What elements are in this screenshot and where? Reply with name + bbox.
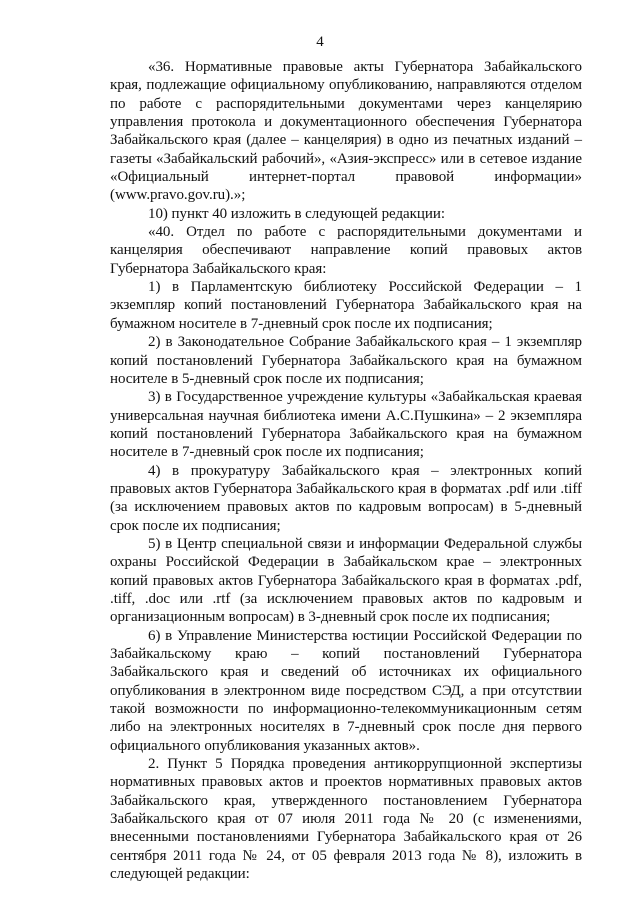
document-body (110, 58, 582, 883)
paragraph-item-36: «36. Нормативные правовые акты Губернатора Забайкальского края, подлежащие официальному опубликованию, направляются отделом по работе с распорядительными документами через канцелярию управления протокола и документационного обеспечения Губернатора Забайкальского края (далее – канцелярия) в одно из печатных изданий – газеты «Забайкальский рабочий», «Азия-экспресс» или в сетевое издание «Официальный интернет-портал правовой информации» (www.pravo.gov.ru).»; (110, 59, 582, 204)
page-number: 4 (316, 34, 324, 50)
list-item-regional-library: 3) в Государственное учреждение культуры «Забайкальская краевая универсальная научная библиотека имени А.С.Пушкина» – 2 экземпляра копий постановлений Губернатора Забайкальского края на бумажном носителе в 7-дневный срок после их подписания; (110, 389, 582, 461)
list-item-parliamentary-library: 1) в Парламентскую библиотеку Российской Федерации – 1 экземпляр копий постановлений Губернатора Забайкальского края на бумажном носителе в 7-дневный срок после их подписания; (110, 279, 582, 332)
list-item-prosecutor: 4) в прокуратуру Забайкальского края – электронных копий правовых актов Губернатора Забайкальского края в форматах .pdf или .tiff (за исключением правовых актов по кадровым вопросам) в 5-дневный срок после их подписания; (110, 462, 582, 534)
list-item-legislative-assembly: 2) в Законодательное Собрание Забайкальского края – 1 экземпляр копий постановлений Губернатора Забайкальского края на бумажном носителе в 5-дневный срок после их подписания; (110, 334, 582, 387)
paragraph-section-2: 2. Пункт 5 Порядка проведения антикоррупционной экспертизы нормативных правовых актов и проектов нормативных правовых актов Забайкальского края, утвержденного постановлением Губернатора Забайкальского края от 07 июля 2011 года № 20 (с изменениями, внесенными постановлениями Губернатора Забайкальского края от 26 сентября 2011 года № 24, от 05 февраля 2013 года № 8), изложить в следующей редакции: (110, 756, 582, 883)
list-item-ministry-of-justice: 6) в Управление Министерства юстиции Российской Федерации по Забайкальскому краю – копий постановлений Губернатора Забайкальского края и сведений об источниках их официального опубликования в электронном виде посредством СЭД, а при отсутствии такой возможности по информационно-телекоммуникационным сетям либо на электронных носителях в 7-дневный срок после дня первого официального опубликования указанных актов». (110, 627, 582, 754)
paragraph-amendment-10: 10) пункт 40 изложить в следующей редакции: (148, 205, 445, 222)
list-item-special-communications-center: 5) в Центр специальной связи и информации Федеральной службы охраны Российской Федерации в Забайкальском крае – электронных копий правовых актов Губернатора Забайкальского края в форматах .pdf, .tiff, .doc или .rtf (за исключением правовых актов по кадровым и организационным вопросам) в 3-дневный срок после их подписания; (110, 535, 582, 626)
paragraph-item-40: «40. Отдел по работе с распорядительными документами и канцелярия обеспечивают направление копий правовых актов Губернатора Забайкальского края: (110, 224, 582, 277)
